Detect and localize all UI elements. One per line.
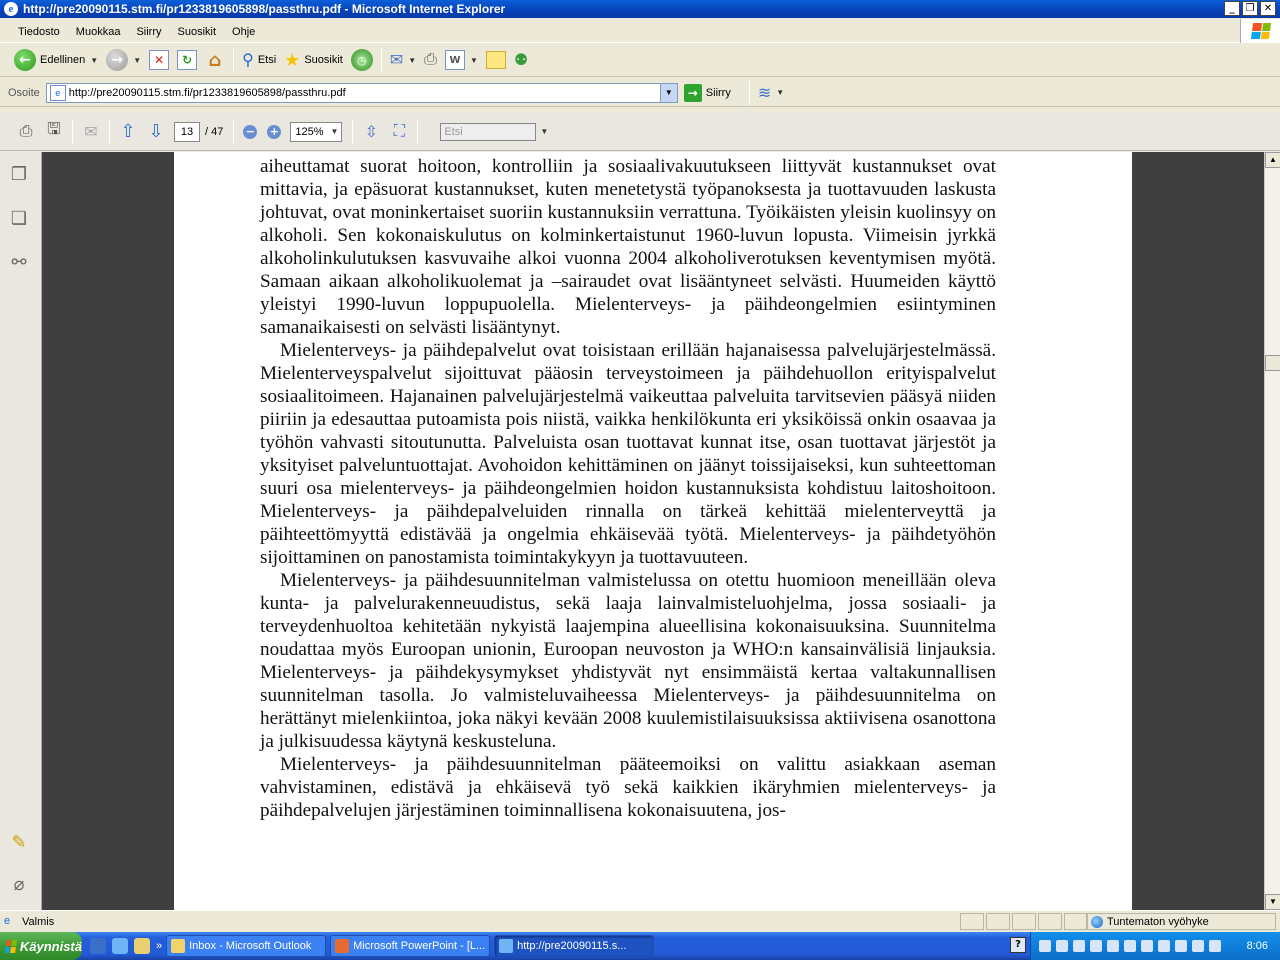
find-input[interactable]: Etsi (440, 123, 536, 141)
toolbar-separator (72, 120, 73, 144)
clock: 8:06 (1246, 940, 1268, 952)
scroll-thumb[interactable] (1265, 355, 1280, 371)
tray-icon[interactable] (1124, 940, 1136, 952)
task-outlook[interactable] (166, 935, 326, 957)
comments-icon[interactable]: ✎ (11, 832, 27, 852)
tray-icon[interactable] (1090, 940, 1102, 952)
chevron-down-icon[interactable]: ▼ (408, 55, 417, 65)
vertical-scrollbar[interactable] (1264, 152, 1280, 910)
address-label: Osoite (8, 86, 40, 99)
title-bar (0, 0, 1280, 18)
address-dropdown-icon[interactable]: ▼ (660, 84, 677, 102)
tray-icon[interactable] (1039, 940, 1051, 952)
status-text: Valmis (22, 915, 55, 928)
print-button[interactable] (420, 47, 441, 73)
system-tray (1030, 932, 1280, 960)
status-panel (960, 913, 984, 930)
zoom-out-icon[interactable]: − (243, 125, 257, 139)
window-title: http://pre20090115.stm.fi/pr1233819605898/passthru.pdf - Microsoft Internet Explorer (23, 2, 506, 16)
search-button[interactable] (238, 47, 280, 73)
windows-logo-icon (5, 940, 17, 953)
go-label: Siirry (705, 86, 731, 99)
security-zone (1086, 913, 1276, 930)
toolbar-separator (352, 120, 353, 144)
fit-width-icon[interactable]: ⇳ (364, 123, 379, 141)
scroll-down-button[interactable]: ▼ (1265, 894, 1280, 910)
menu-go[interactable]: Siirry (136, 25, 162, 38)
edit-button[interactable] (441, 47, 482, 73)
restore-button[interactable]: ❐ (1242, 1, 1258, 16)
help-icon[interactable]: ? (1010, 937, 1026, 953)
toolbar-separator (749, 81, 750, 105)
task-ie[interactable] (494, 935, 654, 957)
menu-file[interactable]: Tiedosto (18, 25, 60, 38)
tray-icon[interactable] (1175, 940, 1187, 952)
ie-icon (499, 939, 513, 953)
minimize-button[interactable]: _ (1224, 1, 1240, 16)
task-label: Microsoft PowerPoint - [L... (353, 940, 486, 952)
chevron-down-icon[interactable]: ▼ (133, 55, 142, 65)
print-icon: ⎙ (424, 51, 437, 68)
pages-icon[interactable]: ❐ (10, 164, 28, 184)
favorites-label: Suosikit (304, 54, 343, 66)
fit-page-icon[interactable]: ⛶ (393, 122, 405, 140)
note-icon (486, 51, 506, 69)
search-icon: ⚲ (242, 52, 254, 69)
star-icon: ★ (284, 49, 301, 70)
start-button[interactable] (0, 932, 82, 960)
powerpoint-icon (335, 939, 349, 953)
forward-button[interactable] (102, 47, 145, 73)
stop-icon: ✕ (149, 50, 169, 70)
standard-toolbar (0, 44, 1280, 77)
page-icon: e (4, 915, 11, 927)
task-label: http://pre20090115.s... (517, 940, 627, 952)
stop-button[interactable] (145, 47, 173, 73)
task-label: Inbox - Microsoft Outlook (189, 940, 312, 952)
toolbar-separator (381, 48, 382, 72)
pdf-page (174, 152, 1132, 910)
ie-icon: e (4, 2, 18, 16)
refresh-icon: ↻ (177, 50, 197, 70)
refresh-button[interactable] (173, 47, 201, 73)
outlook-icon (171, 939, 185, 953)
menu-help[interactable]: Ohje (232, 25, 256, 38)
paragraph: Mielenterveys- ja päihdepalvelut ovat toisistaan erillään hajanaisessa palvelujärjestelmässä. Mielenterveyspalvelut sijoittuvat pääosin terveystoimeen ja päihdehuollon erityispalvelut sosiaalitoimeen. Hajanainen palvelujärjestelmä vaikeuttaa palveluita tarvitsevien pääsyä niiden piiriin ja edesauttaa putoamista pois niistä, vaikka henkilökunta eri yksiköissä onkin osaavaa ja työhön vahvasti sitoutunutta. Palveluista osan tuottavat kunnat itse, osan tuottavat järjestöt ja yksityiset palveluntuottajat. Avohoidon kehittäminen on jäänyt toissijaiseksi, kun suhteettoman suuri osa mielenterveys- ja päihdeongelmien hoidon kustannuksista kohdistuu laitoshoitoon. Mielenterveys- ja päihdepalveluiden rinnalla on tärkeä kehittää mielenterveyttä ja päihteettömyyttä edistävää ja ongelmia ehkäisevää työtä. Mielenterveys- ja päihdetyöhön sijoittaminen on panostamista toimintakykyyn ja tuottavuuteen. (260, 340, 996, 568)
back-button[interactable] (10, 47, 102, 73)
app-icon[interactable] (134, 938, 150, 954)
status-bar (0, 910, 1280, 932)
quick-launch (90, 938, 150, 954)
chevron-down-icon[interactable]: ▼ (776, 88, 785, 97)
zone-text: Tuntematon vyöhyke (1107, 915, 1209, 928)
tray-icon[interactable] (1192, 940, 1204, 952)
chevron-right-icon[interactable]: » (156, 940, 163, 952)
globe-icon (1091, 916, 1103, 928)
history-icon: ◷ (351, 49, 373, 71)
attachment-icon[interactable]: ⌀ (13, 874, 25, 894)
chevron-down-icon[interactable]: ▼ (540, 127, 549, 136)
go-button[interactable] (684, 84, 731, 102)
zoom-select[interactable] (290, 122, 342, 142)
home-icon: ⌂ (208, 49, 222, 71)
mail-button[interactable] (386, 47, 420, 73)
task-powerpoint[interactable] (330, 935, 490, 957)
discuss-button[interactable] (482, 47, 510, 73)
binoculars-icon[interactable]: ⚯ (11, 252, 27, 272)
search-label: Etsi (257, 54, 277, 66)
word-icon: W (445, 50, 465, 70)
address-field[interactable] (46, 83, 678, 103)
back-label: Edellinen (40, 54, 86, 66)
bookmarks-icon[interactable]: ❏ (10, 208, 28, 228)
zoom-value: 125% (295, 125, 324, 138)
zoom-in-icon[interactable]: + (267, 125, 281, 139)
status-panel (986, 913, 1010, 930)
navigation-pane (0, 152, 42, 910)
page-total: / 47 (205, 125, 224, 138)
info-icon[interactable] (90, 938, 106, 954)
forward-arrow-icon: → (106, 49, 128, 71)
page-number-input[interactable] (174, 122, 200, 142)
chevron-down-icon[interactable]: ▼ (90, 55, 99, 65)
close-button[interactable]: ✕ (1260, 1, 1276, 16)
next-page-icon[interactable]: ⇩ (148, 121, 164, 141)
menu-favorites[interactable]: Suosikit (177, 25, 217, 38)
address-bar (0, 79, 1280, 107)
chevron-down-icon[interactable]: ▼ (469, 55, 478, 65)
history-button[interactable] (347, 47, 377, 73)
window-controls (1224, 1, 1276, 16)
messenger-button[interactable] (510, 47, 532, 73)
toolbar-separator (233, 120, 234, 144)
paragraph: Mielenterveys- ja päihdesuunnitelman valmistelussa on otettu huomioon meneillään oleva kunta- ja palvelurakenneuudistus, sekä laaja lainvalmisteluohjelma, jossa sosiaali- ja terveydenhuoltoa kehitetään nykyistä laajempina alueellisina kokonaisuuksina. Suunnitelma noudattaa myös Euroopan unionin, Euroopan neuvoston ja WHO:n kansainvälisiä linjauksia. Mielenterveys- ja päihdekysymykset yhdistyvät nyt ensimmäistä kertaa valtakunnallisen suunnitelman tasolla. Jo valmisteluvaiheessa Mielenterveys- ja päihdesuunnitelma on herättänyt mielenkiintoa, joka näkyi kevään 2008 kuulemistilaisuuksissa aktiivisena osanottona ja julkisuudessa käytynä keskusteluna. (260, 570, 996, 752)
paragraph: Mielenterveys- ja päihdesuunnitelman pääteemoiksi on valittu asiakkaan aseman vahvistaminen, edistävä ja ehkäisevä työ sekä kaikkien ikäryhmien mielenterveys- ja päihdepalvelujen järjestäminen toiminnallisena kokonaisuutena, jos- (260, 754, 996, 821)
ie-icon[interactable] (112, 938, 128, 954)
home-button[interactable] (201, 47, 229, 73)
tray-icon[interactable] (1141, 940, 1153, 952)
start-label: Käynnistä (19, 938, 82, 954)
tray-icon[interactable] (1107, 940, 1119, 952)
save-icon[interactable]: 🖫 (47, 121, 61, 138)
links-button[interactable] (754, 80, 788, 106)
scroll-up-button[interactable]: ▲ (1265, 152, 1280, 168)
previous-page-icon[interactable]: ⇧ (120, 121, 136, 141)
document-area[interactable] (42, 152, 1264, 910)
page-icon: e (50, 85, 66, 101)
print-icon[interactable]: ⎙ (19, 122, 33, 140)
tray-icon[interactable] (1209, 940, 1221, 952)
page-text (260, 152, 996, 822)
email-icon[interactable]: ✉ (84, 123, 98, 141)
status-panel (1012, 913, 1036, 930)
windows-logo-icon (1240, 19, 1280, 43)
toolbar-separator (417, 120, 418, 144)
messenger-icon: ⚉ (513, 52, 529, 69)
status-panels (960, 913, 1088, 930)
tray-icon[interactable] (1158, 940, 1170, 952)
status-panel (1064, 913, 1088, 930)
address-input[interactable] (69, 87, 659, 99)
toolbar-separator (233, 48, 234, 72)
pdf-toolbar (0, 113, 1280, 151)
go-arrow-icon: → (684, 84, 702, 102)
tray-icon[interactable] (1073, 940, 1085, 952)
menu-edit[interactable]: Muokkaa (75, 25, 121, 38)
taskbar (0, 932, 1280, 960)
chevron-down-icon[interactable]: ▼ (330, 127, 339, 136)
menu-bar (0, 21, 1280, 43)
toolbar-separator (109, 120, 110, 144)
tray-icon[interactable] (1056, 940, 1068, 952)
mail-icon: ✉ (389, 52, 404, 69)
wireless-icon: ≋ (757, 84, 772, 102)
back-arrow-icon: ← (14, 49, 36, 71)
paragraph: aiheuttamat suorat hoitoon, kontrolliin ja sosiaalivakuutukseen liittyvät kustannukset ovat mittavia, ja epäsuorat kustannukset, kuten menetetystä työpanoksesta ja tuottavuuden laskusta johtuvat, ovat moninkertaiset suoriin kustannuksiin verrattuna. Työikäisten yleisin kuolinsyy on alkoholi. Sen kokonaiskulutus on kolminkertaistunut 1960-luvun lopusta. Viimeisin jyrkkä alkoholinkulutuksen kasvuvaihe alkoi vuonna 2004 alkoholiverotuksen keventymisen myötä. Samaan aikaan alkoholikuolemat ja –sairaudet ovat lisääntyneet selvästi. Huumeiden käyttö yleistyi 1990-luvun loppupuolella. Mielenterveys- ja päihdeongelmien esiintyminen samanaikaisesti on selvästi lisääntynyt. (260, 156, 996, 338)
favorites-button[interactable] (280, 47, 347, 73)
status-panel (1038, 913, 1062, 930)
